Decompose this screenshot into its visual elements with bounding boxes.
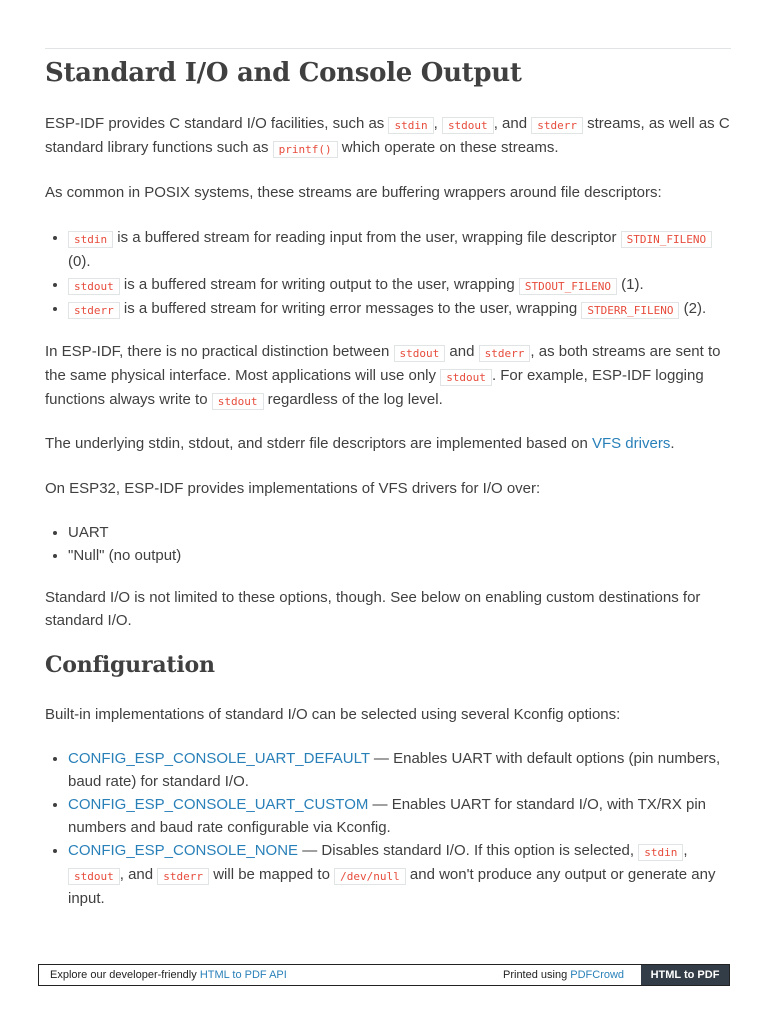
streams-list bbox=[45, 226, 731, 321]
list-item: • stdout is a buffered stream for writing output to the user, wrapping STDOUT_FILENO (1). bbox=[68, 273, 731, 297]
html-to-pdf-button[interactable]: HTML to PDF bbox=[641, 965, 729, 985]
vfs-drivers-link[interactable]: VFS drivers bbox=[591, 435, 671, 452]
pdfcrowd-link[interactable]: PDFCrowd bbox=[570, 969, 625, 981]
code-stdin: stdin bbox=[388, 117, 433, 134]
configuration-heading: Configuration bbox=[45, 652, 215, 678]
esp32-paragraph: On ESP32, ESP-IDF provides implementations of VFS drivers for I/O over: bbox=[45, 480, 541, 497]
code-stderr: stderr bbox=[531, 117, 583, 134]
code-stdout: stdout bbox=[442, 117, 494, 134]
footer-promo: Explore our developer-friendly HTML to PDF API bbox=[50, 969, 287, 981]
intro-paragraph: ESP-IDF provides C standard I/O facilities, such as stdin , stdout , and stderr streams, as well as C standard library functions such as printf() which operate on these streams. bbox=[45, 115, 730, 156]
top-rule bbox=[45, 48, 731, 49]
list-item: • "Null" (no output) bbox=[68, 544, 731, 567]
posix-paragraph: As common in POSIX systems, these streams are buffering wrappers around file descriptors: bbox=[45, 184, 662, 201]
list-item: • CONFIG_ESP_CONSOLE_UART_CUSTOM — Enables UART for standard I/O, with TX/RX pin numbers and baud rate configurable via Kconfig. bbox=[68, 793, 731, 839]
list-item: • CONFIG_ESP_CONSOLE_UART_DEFAULT — Enables UART with default options (pin numbers, baud rate) for standard I/O. bbox=[68, 747, 731, 793]
footer-printed-using: Printed using PDFCrowd bbox=[503, 969, 625, 981]
outputs-list bbox=[45, 521, 731, 567]
list-item: • stdin is a buffered stream for reading input from the user, wrapping file descriptor STDIN_FILENO (0). bbox=[68, 226, 731, 273]
options-list bbox=[45, 747, 731, 910]
list-item: • UART bbox=[68, 521, 731, 544]
list-item: • CONFIG_ESP_CONSOLE_NONE — Disables standard I/O. If this option is selected, stdin , stdout , and stderr will be mapped to /dev/null and won't produce any output or generate any input. bbox=[68, 839, 731, 910]
kconfig-paragraph: Built-in implementations of standard I/O can be selected using several Kconfig options: bbox=[45, 706, 621, 723]
distinction-paragraph: In ESP-IDF, there is no practical distinction between stdout and stderr , as both streams are sent to the same physical interface. Most applications will use only stdout . For example, ESP-IDF logging functions always write to stdout regardless of the log level. bbox=[45, 343, 721, 408]
list-item: • stderr is a buffered stream for writing error messages to the user, wrapping STDERR_FILENO (2). bbox=[68, 297, 731, 321]
html-to-pdf-api-link[interactable]: HTML to PDF API bbox=[199, 969, 287, 981]
pdf-footer-bar bbox=[38, 964, 730, 986]
uart-custom-link[interactable]: CONFIG_ESP_CONSOLE_UART_CUSTOM bbox=[68, 796, 369, 813]
page-title: Standard I/O and Console Output bbox=[45, 58, 522, 88]
console-none-link[interactable]: CONFIG_ESP_CONSOLE_NONE bbox=[68, 842, 299, 859]
code-printf: printf() bbox=[273, 141, 338, 158]
uart-default-link[interactable]: CONFIG_ESP_CONSOLE_UART_DEFAULT bbox=[68, 750, 370, 767]
vfs-paragraph: The underlying stdin, stdout, and stderr file descriptors are implemented based on VFS drivers. bbox=[45, 435, 675, 452]
custom-destinations-paragraph: Standard I/O is not limited to these options, though. See below on enabling custom destinations for standard I/O. bbox=[45, 589, 701, 629]
